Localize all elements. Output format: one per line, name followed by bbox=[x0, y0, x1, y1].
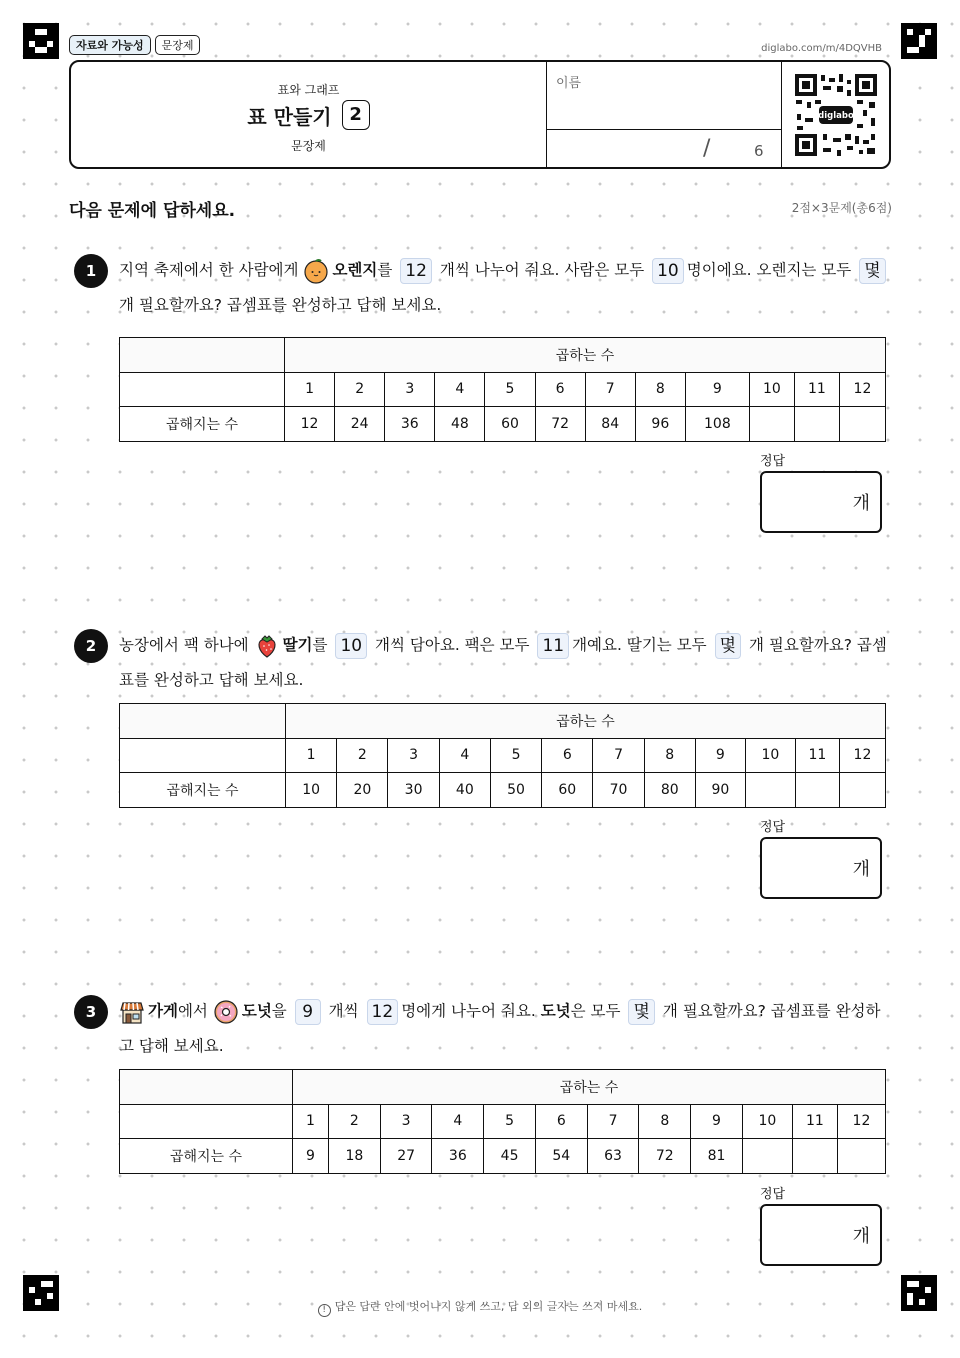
multiplier-cell: 10 bbox=[742, 1104, 792, 1139]
product-cell: 10 bbox=[286, 773, 337, 808]
multiplier-cell: 6 bbox=[542, 738, 593, 773]
name-label: 이름 bbox=[556, 76, 582, 91]
name-divider bbox=[547, 129, 781, 130]
corner-marker-top-left bbox=[23, 23, 59, 59]
multiplier-cell: 11 bbox=[792, 1104, 837, 1139]
product-cell: 96 bbox=[635, 407, 685, 442]
worksheet-header bbox=[69, 60, 891, 169]
text-segment: 명에게 나누어 줘요. bbox=[401, 1002, 536, 1020]
product-input-cell[interactable] bbox=[742, 1139, 792, 1174]
product-input-cell[interactable] bbox=[839, 407, 885, 442]
product-input-cell[interactable] bbox=[745, 773, 795, 808]
number-box: 12 bbox=[400, 258, 432, 284]
score-total: 6 bbox=[754, 142, 764, 160]
multiplier-cell: 1 bbox=[293, 1104, 329, 1139]
multiplier-cell: 11 bbox=[794, 372, 839, 407]
product-cell: 18 bbox=[329, 1139, 381, 1174]
product-cell: 81 bbox=[691, 1139, 743, 1174]
multiplier-cell: 7 bbox=[587, 1104, 639, 1139]
table-header: 곱하는 수 bbox=[293, 1070, 886, 1105]
table-header: 곱하는 수 bbox=[285, 338, 886, 373]
number-box: 10 bbox=[652, 258, 684, 284]
worksheet-url[interactable]: diglabo.com/m/4DQVHB bbox=[761, 43, 882, 54]
multiplier-cell: 8 bbox=[644, 738, 695, 773]
product-cell: 60 bbox=[485, 407, 535, 442]
multiplier-cell: 2 bbox=[335, 372, 385, 407]
multiplier-cell: 7 bbox=[593, 738, 644, 773]
text-segment: 개씩 나누어 줘요. 사람은 모두 bbox=[439, 261, 645, 279]
product-cell: 70 bbox=[593, 773, 644, 808]
text-segment: 지역 축제에서 한 사람에게 bbox=[119, 261, 299, 279]
multiplier-cell: 12 bbox=[837, 1104, 885, 1139]
answer-box[interactable] bbox=[760, 1204, 882, 1266]
multiplier-cell: 12 bbox=[839, 372, 885, 407]
donut-icon bbox=[213, 999, 239, 1025]
row-label: 곱해지는 수 bbox=[120, 407, 285, 442]
product-cell: 48 bbox=[435, 407, 485, 442]
text-segment: 개 필요할까요? 곱셈표를 완성하고 답해 보세요. bbox=[119, 296, 442, 314]
answer-label: 정답 bbox=[760, 454, 786, 469]
multiplication-table-1 bbox=[119, 337, 886, 442]
multiplier-cell: 4 bbox=[439, 738, 490, 773]
product-input-cell[interactable] bbox=[794, 407, 839, 442]
footer-text: 답은 답란 안에 벗어나지 않게 쓰고, 답 외의 글자는 쓰지 마세요. bbox=[334, 1300, 643, 1313]
table-corner bbox=[120, 1070, 293, 1105]
product-cell: 45 bbox=[484, 1139, 536, 1174]
multiplier-cell: 5 bbox=[485, 372, 535, 407]
product-cell: 36 bbox=[385, 407, 435, 442]
product-input-cell[interactable] bbox=[795, 773, 839, 808]
row-label: 곱해지는 수 bbox=[120, 1139, 293, 1174]
page-number-badge: 2 bbox=[342, 100, 370, 130]
product-cell: 80 bbox=[644, 773, 695, 808]
product-cell: 108 bbox=[685, 407, 749, 442]
multiplier-cell: 9 bbox=[691, 1104, 743, 1139]
multiplier-cell: 5 bbox=[484, 1104, 536, 1139]
multiplier-cell: 10 bbox=[745, 738, 795, 773]
multiplier-cell: 11 bbox=[795, 738, 839, 773]
multiplier-cell: 6 bbox=[535, 372, 585, 407]
multiplier-cell: 9 bbox=[685, 372, 749, 407]
page-title bbox=[71, 100, 546, 130]
page-title-text: 표 만들기 bbox=[247, 104, 332, 129]
instruction-text: 다음 문제에 답하세요. bbox=[69, 201, 236, 221]
score-slash: / bbox=[703, 136, 711, 161]
table-corner bbox=[120, 372, 285, 407]
answer-label: 정답 bbox=[760, 820, 786, 835]
product-cell: 72 bbox=[639, 1139, 691, 1174]
product-cell: 36 bbox=[432, 1139, 484, 1174]
score-note: 2점×3문제(총6점) bbox=[791, 201, 892, 215]
product-cell: 27 bbox=[380, 1139, 432, 1174]
item-name: 도넛 bbox=[241, 1002, 272, 1020]
number-box: 9 bbox=[295, 999, 321, 1025]
question-text bbox=[119, 628, 889, 698]
product-input-cell[interactable] bbox=[749, 407, 794, 442]
item-name: 딸기 bbox=[282, 636, 313, 654]
answer-box[interactable] bbox=[760, 837, 882, 899]
tag-type: 문장제 bbox=[155, 35, 201, 55]
answer-unit: 개 bbox=[852, 1226, 870, 1247]
product-cell: 90 bbox=[695, 773, 745, 808]
text-segment: 를 bbox=[377, 261, 393, 279]
answer-unit: 개 bbox=[852, 493, 870, 514]
text-segment: 개예요. 딸기는 모두 bbox=[572, 636, 707, 654]
item-name: 도넛 bbox=[540, 1002, 571, 1020]
answer-unit: 개 bbox=[852, 859, 870, 880]
multiplier-cell: 4 bbox=[435, 372, 485, 407]
question-number: 3 bbox=[74, 995, 108, 1029]
footer-note bbox=[0, 1298, 960, 1317]
answer-label: 정답 bbox=[760, 1187, 786, 1202]
multiplier-cell: 4 bbox=[432, 1104, 484, 1139]
text-segment: 개 필요할까요? 곱셈표를 완성하고 답해 보세요. bbox=[119, 1002, 881, 1055]
multiplier-cell: 1 bbox=[286, 738, 337, 773]
table-header: 곱하는 수 bbox=[286, 704, 886, 739]
question-number: 2 bbox=[74, 629, 108, 663]
qr-brand-text: diglabo bbox=[818, 111, 854, 121]
item-name: 오렌지 bbox=[332, 261, 378, 279]
text-segment: 을 bbox=[271, 1002, 287, 1020]
product-cell: 24 bbox=[335, 407, 385, 442]
info-icon: ! bbox=[318, 1304, 331, 1317]
table-corner bbox=[120, 738, 286, 773]
multiplier-cell: 6 bbox=[535, 1104, 587, 1139]
multiplier-cell: 2 bbox=[337, 738, 388, 773]
tag-domain: 자료와 가능성 bbox=[69, 35, 151, 55]
multiplier-cell: 7 bbox=[585, 372, 635, 407]
answer-box[interactable] bbox=[760, 471, 882, 533]
product-cell: 9 bbox=[293, 1139, 329, 1174]
multiplier-cell: 8 bbox=[635, 372, 685, 407]
tag-list bbox=[69, 35, 200, 55]
multiplier-cell: 1 bbox=[285, 372, 335, 407]
orange-icon bbox=[303, 258, 329, 284]
product-cell: 60 bbox=[542, 773, 593, 808]
corner-marker-top-right bbox=[901, 23, 937, 59]
row-label: 곱해지는 수 bbox=[120, 773, 286, 808]
multiplier-cell: 5 bbox=[490, 738, 541, 773]
unknown-box: 몇 bbox=[859, 258, 885, 284]
text-segment: 에서 bbox=[177, 1002, 208, 1020]
multiplier-cell: 12 bbox=[839, 738, 885, 773]
header-title-area bbox=[71, 62, 546, 167]
multiplier-cell: 10 bbox=[749, 372, 794, 407]
product-input-cell[interactable] bbox=[837, 1139, 885, 1174]
unknown-box: 몇 bbox=[628, 999, 654, 1025]
product-cell: 50 bbox=[490, 773, 541, 808]
product-cell: 12 bbox=[285, 407, 335, 442]
place-name: 가게 bbox=[148, 1002, 178, 1020]
store-icon bbox=[119, 999, 145, 1025]
product-cell: 30 bbox=[388, 773, 439, 808]
text-segment: 개 필요할까요? 곱셈표를 완성하고 답해 보세요. bbox=[119, 636, 887, 689]
multiplier-cell: 8 bbox=[639, 1104, 691, 1139]
product-input-cell[interactable] bbox=[839, 773, 885, 808]
text-segment: 은 모두 bbox=[570, 1002, 621, 1020]
product-input-cell[interactable] bbox=[792, 1139, 837, 1174]
text-segment: 명이에요. 오렌지는 모두 bbox=[686, 261, 852, 279]
table-corner bbox=[120, 704, 286, 739]
product-cell: 40 bbox=[439, 773, 490, 808]
product-cell: 20 bbox=[337, 773, 388, 808]
product-cell: 72 bbox=[535, 407, 585, 442]
multiplier-cell: 9 bbox=[695, 738, 745, 773]
qr-code-icon[interactable] bbox=[793, 72, 879, 158]
question-text bbox=[119, 253, 889, 323]
name-score-area bbox=[546, 62, 782, 167]
table-corner bbox=[120, 338, 285, 373]
product-cell: 84 bbox=[585, 407, 635, 442]
header-category: 문장제 bbox=[291, 139, 326, 153]
multiplication-table-2 bbox=[119, 703, 886, 808]
question-text bbox=[119, 994, 889, 1064]
multiplication-table-3 bbox=[119, 1069, 886, 1174]
strawberry-icon bbox=[254, 633, 280, 659]
text-segment: 농장에서 팩 하나에 bbox=[119, 636, 249, 654]
unknown-box: 몇 bbox=[715, 633, 741, 659]
multiplier-cell: 2 bbox=[329, 1104, 381, 1139]
number-box: 12 bbox=[367, 999, 399, 1025]
product-cell: 54 bbox=[535, 1139, 587, 1174]
text-segment: 를 bbox=[312, 636, 328, 654]
text-segment: 개씩 bbox=[328, 1002, 359, 1020]
number-box: 10 bbox=[335, 633, 367, 659]
text-segment: 개씩 담아요. 팩은 모두 bbox=[375, 636, 530, 654]
multiplier-cell: 3 bbox=[385, 372, 435, 407]
question-number: 1 bbox=[74, 254, 108, 288]
product-cell: 63 bbox=[587, 1139, 639, 1174]
number-box: 11 bbox=[537, 633, 569, 659]
multiplier-cell: 3 bbox=[388, 738, 439, 773]
header-subject: 표와 그래프 bbox=[277, 83, 340, 97]
multiplier-cell: 3 bbox=[380, 1104, 432, 1139]
table-corner bbox=[120, 1104, 293, 1139]
